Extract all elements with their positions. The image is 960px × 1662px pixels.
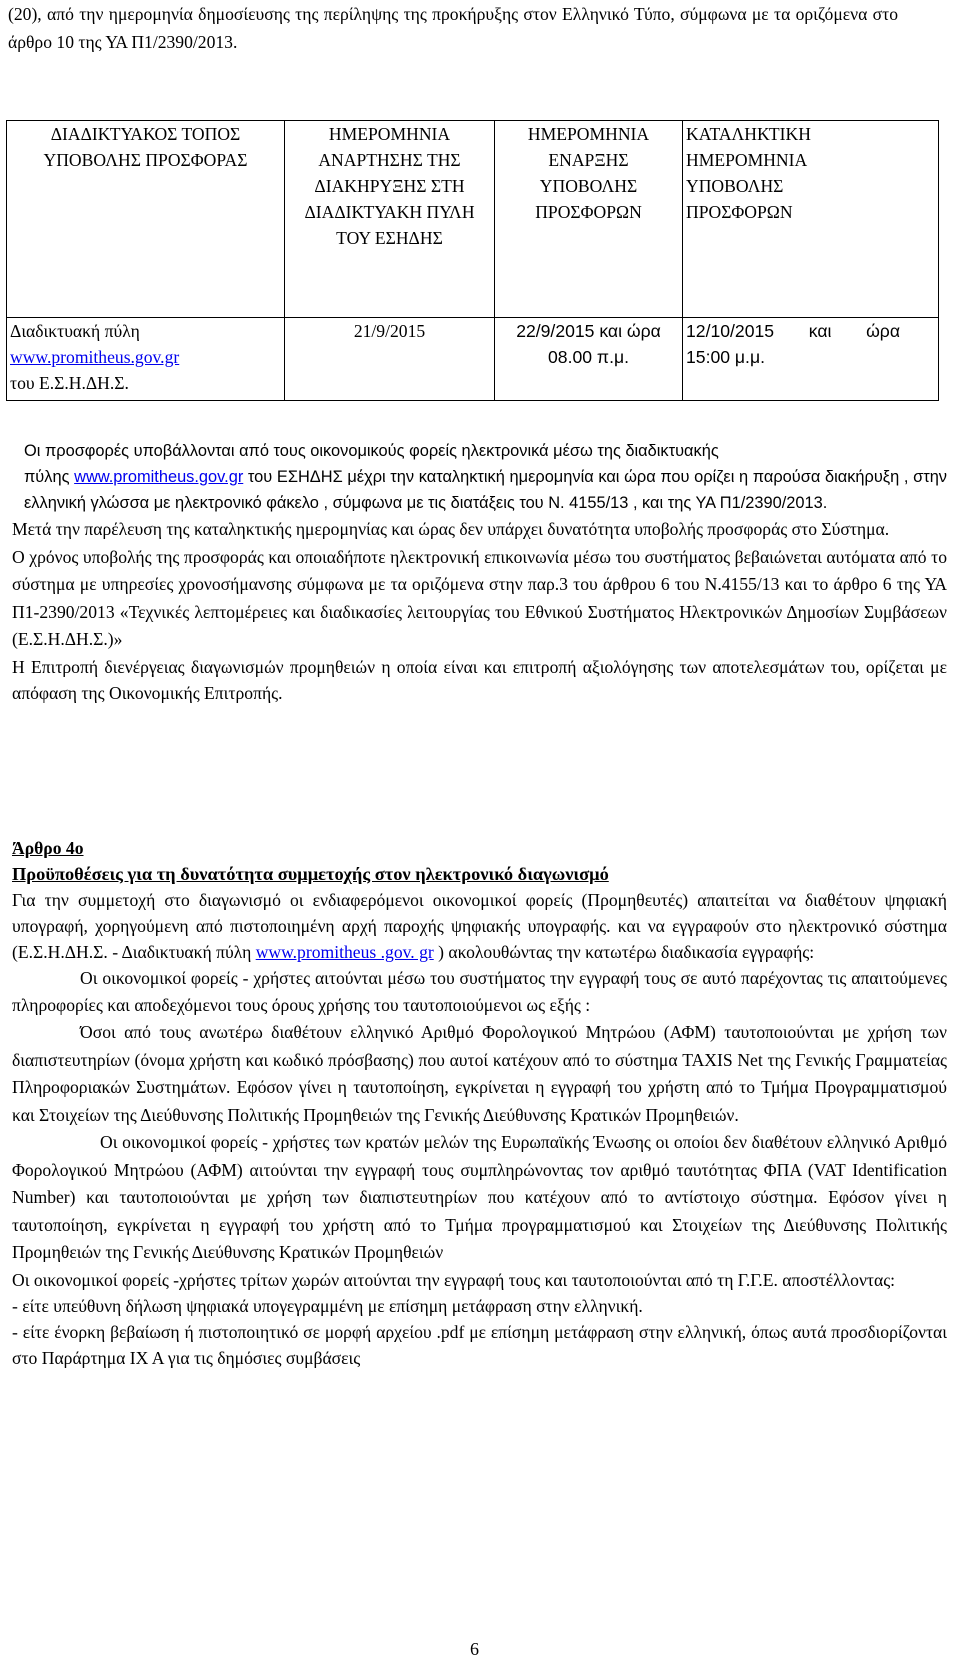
committee-paragraph: Η Επιτροπή διενέργειας διαγωνισμών προμηθειών η οποία είναι και επιτροπή αξιολόγησης των αποτελεσμάτων του, ορίζεται με απόφαση της Οικονομικής Επιτροπής. [12,656,947,703]
table-data-row [7,318,939,401]
page-number: 6 [470,1639,479,1659]
bullet-item-1: - είτε υπεύθυνη δήλωση ψηφιακά υπογεγραμμένη με επίσημη μετάφραση στην ελληνική. [12,1295,643,1316]
submission-paragraph: Οι προσφορές υποβάλλονται από τους οικονομικούς φορείς ηλεκτρονικά μέσω της διαδικτυακής πύλης www.promitheus.gov.gr του ΕΣΗΔΗΣ μέχρι την καταληκτική ημερομηνία και ώρα που ορίζει η παρούσα διακήρυξη , στην ελληνική γλώσσα με ηλεκτρονικό φάκελο , σύμφωνα με τις διατάξεις του Ν. 4155/13 , και της ΥΑ Π1/2390/2013. [24,442,948,512]
timestamp-paragraph: Ο χρόνος υποβολής της προσφοράς και οποιαδήποτε ηλεκτρονική επικοινωνία μέσω του συστήματος βεβαιώνεται αυτόματα από το σύστημα με υπηρεσίες χρονοσήμανσης σύμφωνα με τα οριζόμενα στην παρ.3 του άρθρου 6 του Ν.4155/13 και το άρθρο 6 της ΥΑ Π1-2390/2013 «Τεχνικές λεπτομέρειες και διαδικασίες λειτουργίας του Εθνικού Συστήματος Ηλεκτρονικών Δημοσίων Συμβάσεων (Ε.Σ.Η.ΔΗ.Σ.)» [12,546,947,649]
cell-start-date [495,318,683,401]
article-paragraph-2: Οι οικονομικοί φορείς - χρήστες αιτούνται μέσω του συστήματος την εγγραφή τους σε αυτό παρέχοντας τις απαιτούμενες πληροφορίες και αποδεχόμενοι τους όρους χρήσης του ταυτοποιούμενοι ως εξής : [12,968,947,1015]
deadline-notice-paragraph: Μετά την παρέλευση της καταληκτικής ημερομηνίας και ώρας δεν υπάρχει δυνατότητα υποβολής προσφοράς στο Σύστημα. [12,519,890,539]
deadline-line1: 12/10/2015 και ώρα [686,321,900,341]
promitheus-link-2[interactable]: www.promitheus.gov.gr [74,468,244,486]
article-paragraph-5: Οι οικονομικοί φορείς -χρήστες τρίτων χωρών αιτούνται την εγγραφή τους και ταυτοποιούνται από τη Γ.Γ.Ε. αποστέλλοντας: [12,1269,896,1290]
submission-schedule-table [6,120,939,401]
table-header-row [7,121,939,318]
header-cell-portal: ΔΙΑΔΙΚΤΥΑΚΟΣ ΤΟΠΟΣ ΥΠΟΒΟΛΗΣ ΠΡΟΣΦΟΡΑΣ [7,121,285,318]
article-number: Άρθρο 4ο [12,838,84,858]
submission-text [12,438,947,706]
promitheus-link-3[interactable]: www.promitheus .gov. gr [255,942,434,962]
article-title: Προϋποθέσεις για τη δυνατότητα συμμετοχής στον ηλεκτρονικό διαγωνισμό [12,864,609,884]
deadline-line2: 15:00 μ.μ. [686,347,765,367]
header-cell-posting-date: ΗΜΕΡΟΜΗΝΙΑ ΑΝΑΡΤΗΣΗΣ ΤΗΣ ΔΙΑΚΗΡΥΞΗΣ ΣΤΗ ΔΙΑΔΙΚΤΥΑΚΗ ΠΥΛΗ ΤΟΥ ΕΣΗΔΗΣ [285,121,495,318]
start-date-line1: 22/9/2015 και ώρα [516,321,661,341]
article-4 [12,835,947,1371]
article-paragraph-3: Όσοι από τους ανωτέρω διαθέτουν ελληνικό Αριθμό Φορολογικού Μητρώου (ΑΦΜ) ταυτοποιούνται με χρήση των διαπιστευτηρίων (όνομα χρήστη και κωδικό πρόσβασης) που αυτοί κατέχουν από το σύστημα TAXIS Net της Γενικής Γραμματείας Πληροφοριακών Συστημάτων. Εφόσον γίνει η ταυτοποίηση, εγκρίνεται η εγγραφή του χρήστη από το Τμήμα Προγραμματισμού και Στοιχείων της Διεύθυνσης Πολιτικής Προμηθειών της Γενικής Διεύθυνσης Κρατικών Προμηθειών. [12,1022,947,1125]
cell-posting-date: 21/9/2015 [285,318,495,401]
portal-suffix: του Ε.Σ.Η.ΔΗ.Σ. [10,373,129,393]
cell-deadline [683,318,939,401]
article-paragraph-4: Οι οικονομικοί φορείς - χρήστες των κρατών μελών της Ευρωπαϊκής Ένωσης οι οποίοι δεν διαθέτουν ελληνικό Αριθμό Φορολογικού Μητρώου (ΑΦΜ) αιτούνται την εγγραφή τους συμπληρώνοντας τον αριθμό ταυτότητας ΦΠΑ (VAT Identification Number) και ταυτοποιούνται με χρήση των διαπιστευτηρίων που κατέχουν από το αντίστοιχο σύστημα. Εφόσον γίνει η ταυτοποίηση, εγκρίνεται η εγγραφή του χρήστη από το Τμήμα προγραμματισμού και Στοιχείων της Διεύθυνσης Πολιτικής Προμηθειών της Γενικής Διεύθυνσης Κρατικών Προμηθειών [12,1132,947,1262]
start-date-line2: 08.00 π.μ. [548,347,629,367]
promitheus-link[interactable]: www.promitheus.gov.gr [10,347,180,367]
intro-paragraph: (20), από την ημερομηνία δημοσίευσης της περίληψης της προκήρυξης στον Ελληνικό Τύπο, σύμφωνα με τα οριζόμενα στο άρθρο 10 της ΥΑ Π1/2390/2013. [8,4,898,52]
article-paragraph-1: Για την συμμετοχή στο διαγωνισμό οι ενδιαφερόμενοι οικονομικοί φορείς (Προμηθευτές) απαιτείται να διαθέτουν ψηφιακή υπογραφή, χορηγούμενη από πιστοποιημένη αρχή παροχής ψηφιακής υπογραφής. και να εγγραφούν στο ηλεκτρονικό σύστημα (Ε.Σ.Η.ΔΗ.Σ. - Διαδικτυακή πύλη www.promitheus .gov. gr ) ακολουθώντας την κατωτέρω διαδικασία εγγραφής: [12,890,947,962]
bullet-item-2: - είτε ένορκη βεβαίωση ή πιστοποιητικό σε μορφή αρχείου .pdf με επίσημη μετάφραση στην ελληνική, όπως αυτά προσδιορίζονται στο Παράρτημα ΙΧ Α για τις δημόσιες συμβάσεις [12,1321,947,1368]
cell-portal [7,318,285,401]
header-cell-start-date: ΗΜΕΡΟΜΗΝΙΑ ΕΝΑΡΞΗΣ ΥΠΟΒΟΛΗΣ ΠΡΟΣΦΟΡΩΝ [495,121,683,318]
portal-prefix: Διαδικτυακή πύλη [10,321,140,341]
header-cell-deadline: ΚΑΤΑΛΗΚΤΙΚΗ ΗΜΕΡΟΜΗΝΙΑ ΥΠΟΒΟΛΗΣ ΠΡΟΣΦΟΡΩΝ [683,121,939,318]
